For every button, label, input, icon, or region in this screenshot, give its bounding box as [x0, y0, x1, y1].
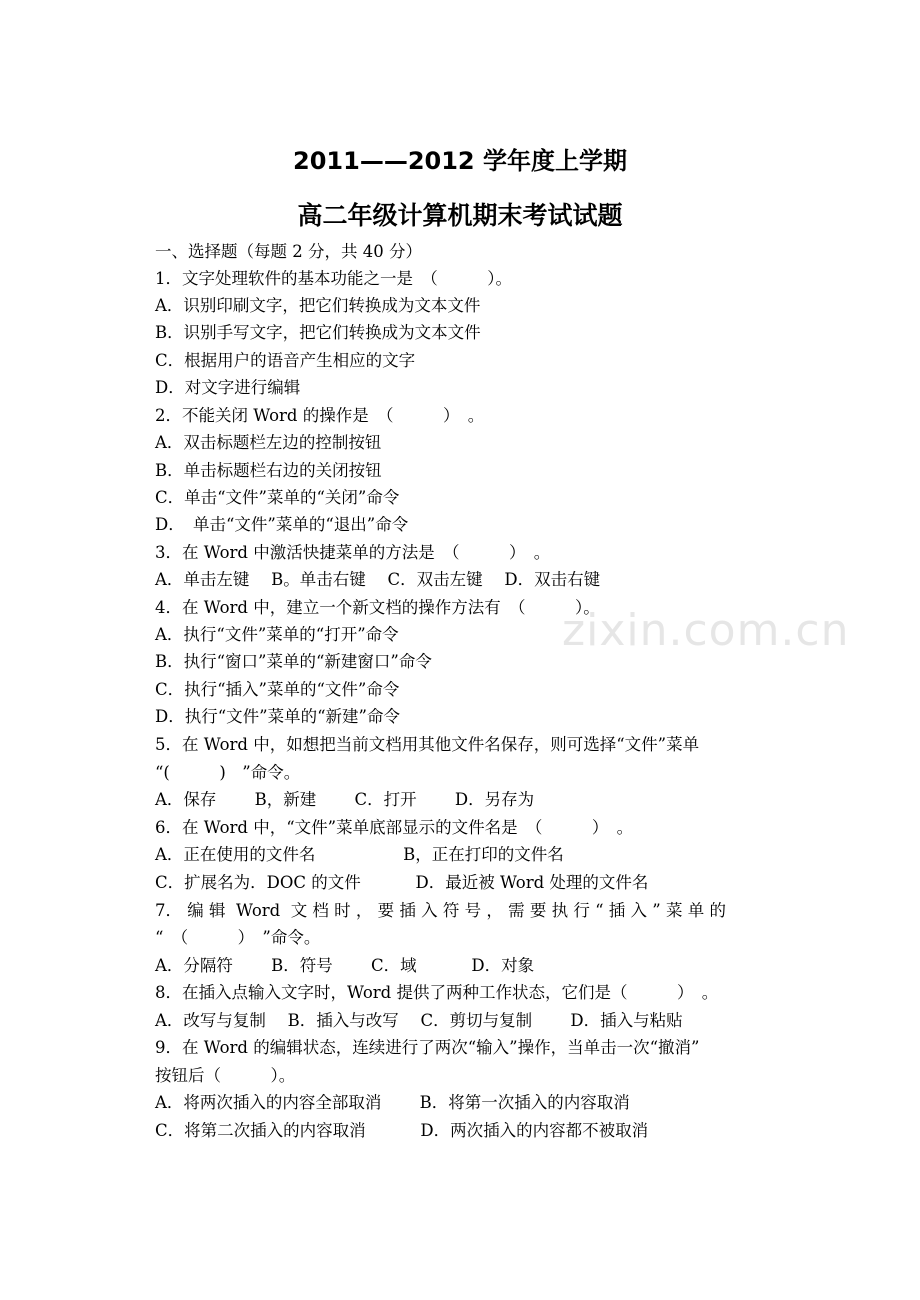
page-subtitle: 高二年级计算机期末考试试题	[297, 201, 623, 230]
question-text: 6．在 Word 中，“文件”菜单底部显示的文件名是 （ ） 。	[155, 818, 634, 837]
answer-option: C．将第二次插入的内容取消 D．两次插入的内容都不被取消	[155, 1121, 649, 1140]
question-text: 4．在 Word 中，建立一个新文档的操作方法有 （ ）。	[155, 598, 600, 617]
answer-option: C．单击“文件”菜单的“关闭”命令	[155, 488, 400, 507]
answer-option: D．执行“文件”菜单的“新建”命令	[155, 707, 400, 726]
answer-option: A．分隔符 B．符号 C．域 D．对象	[155, 956, 535, 975]
question-text: 按钮后（ ）。	[155, 1066, 296, 1085]
question-text: 7． 编 辑 Word 文 档 时 ， 要 插 入 符 号 ， 需 要 执 行 “ 插 入 ” 菜 单 的	[155, 901, 726, 920]
question-text: “( ) ”命令。	[155, 763, 301, 782]
question-text: 9．在 Word 的编辑状态，连续进行了两次“输入”操作，当单击一次“撤消”	[155, 1038, 700, 1057]
question-text: 5．在 Word 中，如想把当前文档用其他文件名保存，则可选择“文件”菜单	[155, 735, 700, 754]
answer-option: A．保存 B，新建 C．打开 D．另存为	[155, 790, 535, 809]
answer-option: D． 单击“文件”菜单的“退出”命令	[155, 515, 409, 534]
answer-option: A．单击左键 B。单击右键 C．双击左键 D．双击右键	[155, 570, 601, 589]
question-text: 3．在 Word 中激活快捷菜单的方法是 （ ） 。	[155, 543, 551, 562]
answer-option: A．将两次插入的内容全部取消 B．将第一次插入的内容取消	[155, 1093, 630, 1112]
answer-option: C．根据用户的语音产生相应的文字	[155, 351, 416, 370]
question-text: “ （ ） ”命令。	[155, 928, 321, 947]
answer-option: B．执行“窗口”菜单的“新建窗口”命令	[155, 652, 432, 671]
answer-option: A．正在使用的文件名 B，正在打印的文件名	[155, 845, 564, 864]
section-heading: 一、选择题（每题 2 分，共 40 分）	[155, 242, 422, 261]
answer-option: B．单击标题栏右边的关闭按钮	[155, 461, 382, 480]
page-title: 2011——2012 学年度上学期	[293, 147, 627, 175]
answer-option: C．扩展名为．DOC 的文件 D．最近被 Word 处理的文件名	[155, 873, 649, 892]
answer-option: A．改写与复制 B．插入与改写 C．剪切与复制 D．插入与粘贴	[155, 1011, 683, 1030]
answer-option: A．识别印刷文字，把它们转换成为文本文件	[155, 296, 481, 315]
watermark: zixin.com.cn	[562, 605, 850, 656]
question-text: 2．不能关闭 Word 的操作是 （ ） 。	[155, 406, 485, 425]
answer-option: D．对文字进行编辑	[155, 378, 301, 397]
question-text: 1．文字处理软件的基本功能之一是 （ ）。	[155, 269, 512, 288]
answer-option: C．执行“插入”菜单的“文件”命令	[155, 680, 400, 699]
answer-option: A．执行“文件”菜单的“打开”命令	[155, 625, 399, 644]
answer-option: B．识别手写文字，把它们转换成为文本文件	[155, 323, 481, 342]
answer-option: A．双击标题栏左边的控制按钮	[155, 433, 382, 452]
question-text: 8．在插入点输入文字时，Word 提供了两种工作状态，它们是（ ） 。	[155, 983, 719, 1002]
